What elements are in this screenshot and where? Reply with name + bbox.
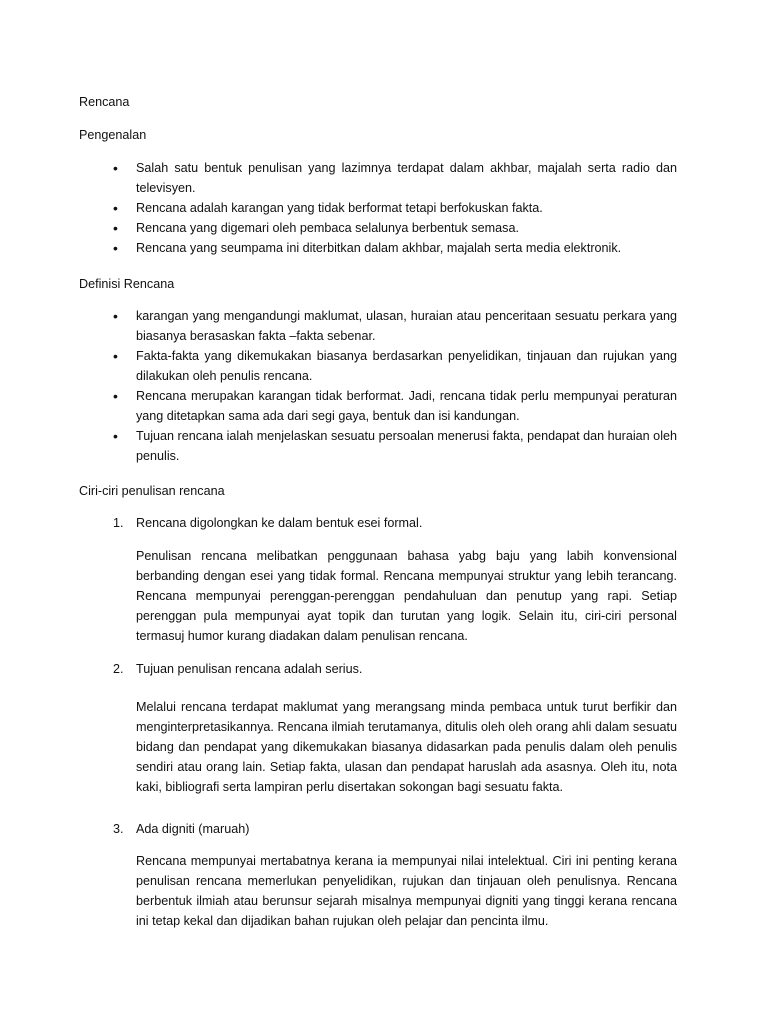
document-title: Rencana [79, 95, 130, 109]
bullet-icon: • [113, 388, 118, 404]
list-number: 2. [113, 662, 124, 676]
list-item: • Salah satu bentuk penulisan yang lazimnya terdapat dalam akhbar, majalah serta radio dan televisyen. [113, 160, 677, 195]
bullet-icon: • [113, 240, 118, 256]
feature-item-3-heading [113, 819, 249, 839]
list-item: • Tujuan rencana ialah menjelaskan sesuatu persoalan menerusi fakta, pendapat dan huraian oleh penulis. [113, 428, 677, 463]
list-item: • Rencana yang seumpama ini diterbitkan dalam akhbar, majalah serta media elektronik. [113, 240, 622, 256]
feature-item-1-heading [113, 513, 422, 533]
bullet-icon: • [113, 220, 118, 236]
feature-title: Rencana digolongkan ke dalam bentuk esei formal. [136, 516, 423, 530]
definition-bullet-list [0, 306, 677, 466]
list-item: • Rencana yang digemari oleh pembaca selalunya berbentuk semasa. [113, 220, 519, 236]
bullet-icon: • [113, 200, 118, 216]
bullet-icon: • [113, 160, 118, 176]
feature-item-1-body: Penulisan rencana melibatkan penggunaan bahasa yabg baju yang labih konvensional berbanding dengan esei yang tidak formal. Rencana mempunyai struktur yang lebih terancang. Rencana mempunyai perenggan-perenggan pendahuluan dan penutup yang rapi. Setiap perenggan pula mempunyai ayat topik dan turutan yang logik. Selain itu, ciri-ciri personal termasuj humor kurang diadakan dalam penulisan rencana. [136, 549, 677, 643]
feature-item-3-body: Rencana mempunyai mertabatnya kerana ia mempunyai nilai intelektual. Ciri ini penting kerana penulisan rencana memerlukan penyelidikan, rujukan dan tinjauan oleh penulisnya. Rencana berbentuk ilmiah atau berunsur sejarah misalnya mempunyai digniti yang tinggi kerana rencana ini tetap kekal dan dijadikan bahan rujukan oleh pelajar dan pencinta ilmu. [136, 854, 677, 928]
section-heading-definition: Definisi Rencana [79, 277, 175, 291]
feature-item-2-heading [113, 659, 362, 679]
bullet-icon: • [113, 308, 118, 324]
feature-title: Tujuan penulisan rencana adalah serius. [136, 662, 363, 676]
section-heading-intro: Pengenalan [79, 128, 147, 142]
list-item: • Fakta-fakta yang dikemukakan biasanya berdasarkan penyelidikan, tinjauan dan rujukan yang dilakukan oleh penulis rencana. [113, 348, 677, 383]
section-heading-features: Ciri-ciri penulisan rencana [79, 484, 225, 498]
bullet-icon: • [113, 428, 118, 444]
list-item: • Rencana merupakan karangan tidak berformat. Jadi, rencana tidak perlu mempunyai peraturan yang ditetapkan sama ada dari segi gaya, bentuk dan isi kandungan. [113, 388, 677, 423]
list-number: 3. [113, 822, 124, 836]
list-number: 1. [113, 516, 124, 530]
feature-title: Ada digniti (maruah) [136, 822, 250, 836]
bullet-icon: • [113, 348, 118, 364]
feature-item-2-body: Melalui rencana terdapat maklumat yang merangsang minda pembaca untuk turut berfikir dan menginterpretasikannya. Rencana ilmiah terutamanya, ditulis oleh oleh orang ahli dalam sesuatu bidang dan pendapat yang dikemukakan biasanya didasarkan pada penulis dalam oleh penulis sendiri atau orang lain. Setiap fakta, ulasan dan pendapat haruslah ada asasnya. Oleh itu, nota kaki, bibliografi serta lampiran perlu disertakan sokongan bagi sesuatu fakta. [136, 700, 677, 794]
list-item: • karangan yang mengandungi maklumat, ulasan, huraian atau penceritaan sesuatu perkara yang biasanya berasaskan fakta –fakta sebenar. [113, 308, 677, 343]
list-item: • Rencana adalah karangan yang tidak berformat tetapi berfokuskan fakta. [113, 200, 543, 216]
intro-bullet-list [0, 158, 677, 258]
